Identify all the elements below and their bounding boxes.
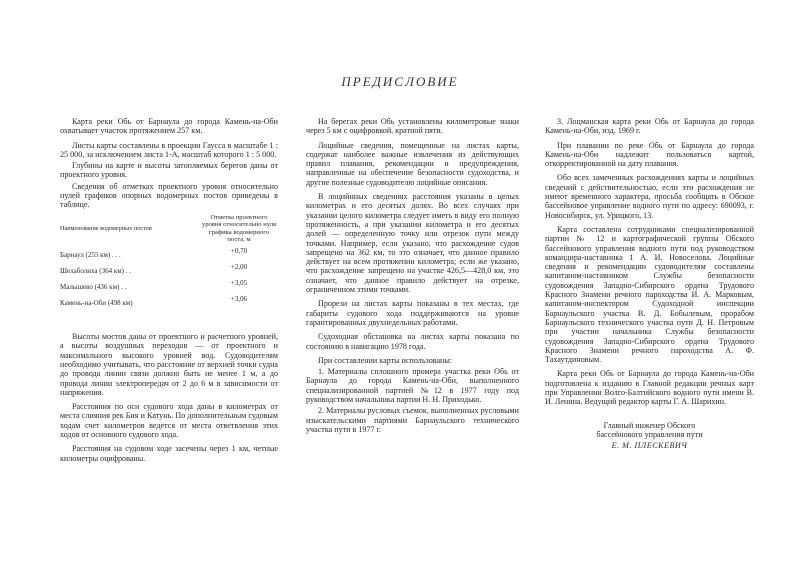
paragraph: Глубины на карте и высоты затопляемых берегов даны от проектного уровня. <box>60 161 278 180</box>
table-cell: +0,70 <box>230 247 248 256</box>
paragraph: Карта реки Обь от Барнаула до города Камень-на-Оби подготовлена к изданию в Главной редакции речных карт при Управлении Волго-Балтийского водного пути имени В. И. Ленина. Ведущий редактор карты Г. А. Шарихин. <box>545 369 754 407</box>
table-row <box>60 264 278 280</box>
table-cell: Камень-на-Оби (498 км) <box>60 299 133 308</box>
table-header: Отметка проектного уровня относительно нуля графика водомерного поста, м <box>201 213 277 244</box>
levels-table <box>60 214 278 312</box>
page-title: ПРЕДИСЛОВИЕ <box>341 74 459 89</box>
paragraph: При плавании по реке Обь от Барнаула до города Камень-на-Оби надлежит пользоваться картой, откорректированной на дату плавания. <box>545 140 754 169</box>
paragraph: При составлении карты использованы: <box>318 355 453 365</box>
paragraph: Высоты мостов даны от проектного и расчетного уровней, а высоты воздушных переходов — от проектного и максимального высокого уровней вод. Судоводителям необходимо учитывать, что расстояние от верхней точки судна до провода линии связи должно быть не менее 1 м, а до провода линии электропередач от 2 до 6 м в зависимости от напряжения. <box>60 332 278 397</box>
table-cell: +2,00 <box>230 263 248 272</box>
paragraph: Карта составлена сотрудниками специализированной партии № 12 и картографической группы Обского бассейнового управления водного пути под руководством командира-наставника 1 А. И. Новоселова. Лоцийные сведения и рекомендации судоводителям составлены капитаном-наставником Службы безопасности судовождения Западно-Сибирского ордена Трудового Красного Знамени речного пароходства И. А. Марковым, капитаном-инспектором Судоходной инспекции Барнаульского участка В. Д. Бобылевым, прорабом Барнаульского технического участка пути Д. Н. Петровым при участии начальника Службы безопасности судовождения Западно-Сибирского ордена Трудового Красного Знамени речного пароходства А. Ф. Тахаутдиновым. <box>545 224 754 365</box>
paragraph: Карта реки Обь от Барнаула до города Камень-на-Оби охватывает участок протяжением 257 км. <box>60 117 278 136</box>
paragraph: На берегах реки Обь установлены километровые знаки через 5 км с оцифровкой, кратной пяти. <box>306 117 519 136</box>
paragraph: Сведения об отметках проектного уровня относительно нулей графиков опорных водомерных постов приведены в таблице. <box>60 181 278 210</box>
paragraph: Обо всех замеченных расхождениях карты и лоцийных сведений с действительностью, если эти расхождения не имеют временного характера, просьба сообщать в Обское бассейновое управление водного пути по адресу: 690093, г. Новосибирск, ул. Урицкого, 13. <box>545 173 754 220</box>
table-cell: +3,05 <box>230 279 248 288</box>
paragraph: Расстояния по оси судового хода даны в километрах от места слияния рек Бия и Катунь. По дополнительным судовым ходам счет километров ведется от места ответвления этих ходов от основного судового хода. <box>60 402 278 440</box>
table-cell: Малышево (436 км) . . <box>60 283 127 292</box>
paragraph: 2. Материалы русловых съемок, выполненных русловыми изыскательскими партиями Барнаульского технического участка пути в 1977 г. <box>306 406 519 434</box>
paragraph: Листы карты составлены в проекции Гаусса в масштабе 1 : 25 000, за исключением листа 1-А, масштаб которого 1 : 5 000. <box>60 140 278 159</box>
table-cell: +3,06 <box>230 295 248 304</box>
signature-title-line: Главный инженер Обского <box>603 420 696 430</box>
paragraph: Прорези на листах карты показаны в тех местах, где габариты судового хода поддерживаются на уровне гарантированных двухнедельных работами. <box>306 299 519 327</box>
table-header: Наименование водомерных постов <box>60 225 152 233</box>
signature-title-line: бассейнового управления пути <box>596 429 703 439</box>
column-right <box>545 117 754 451</box>
column-middle <box>306 117 519 439</box>
signature-block <box>545 421 754 451</box>
table-row <box>60 280 278 296</box>
table-row <box>60 296 278 312</box>
table-row <box>60 248 278 264</box>
paragraph: Лоцийные сведения, помещенные на листах карты, содержат наиболее важные извлечения из действующих правил плавания, рекомендации и предупреждения, направленные на обеспечение безопасности судоходства, и другие полезные судоводителю лоцийные описания. <box>306 140 519 187</box>
paragraph: В лоцийнных сведениях расстояния указаны в целых километрах и его десятых долях. Во всех случаях при указании целого километра следует иметь в виду его полную протяженность, а при указании километра и его десятых долей — определенную точку или отрезок пути между точками. Например, если указано, что расхождение судов запрещено на 362 км, то это означает, что данное правило действует на всем протяжении километра; если же указано, что расхождение запрещено на участке 426,5—428,0 км, это означает, что данное правило действует на отрезке, ограниченном этими точками. <box>306 192 519 295</box>
column-left <box>60 117 278 468</box>
table-cell: Барнаул (255 км) . . . <box>60 251 121 260</box>
signature-name: Е. М. ПЛЕСКЕВИЧ <box>611 441 688 451</box>
paragraph: Расстояния на судовом ходе засечены через 1 км, четные километры оцифрованы. <box>60 444 278 463</box>
paragraph: Судоходная обстановка на листах карты показана по состоянию в навигацию 1978 года. <box>306 332 519 351</box>
table-cell: Шелаболиха (364 км) . . <box>60 267 131 276</box>
paragraph: 1. Материалы сплошного промера участка реки Обь от Барнаула до города Камень-на-Оби, выполненного специализированной партией №12 в 1977 году под руководством начальника партии Н. Н. Приходько. <box>306 367 519 405</box>
paragraph: 3. Лоцманская карта реки Обь от Барнаула до города Камень-на-Оби, изд. 1969 г. <box>545 117 754 136</box>
